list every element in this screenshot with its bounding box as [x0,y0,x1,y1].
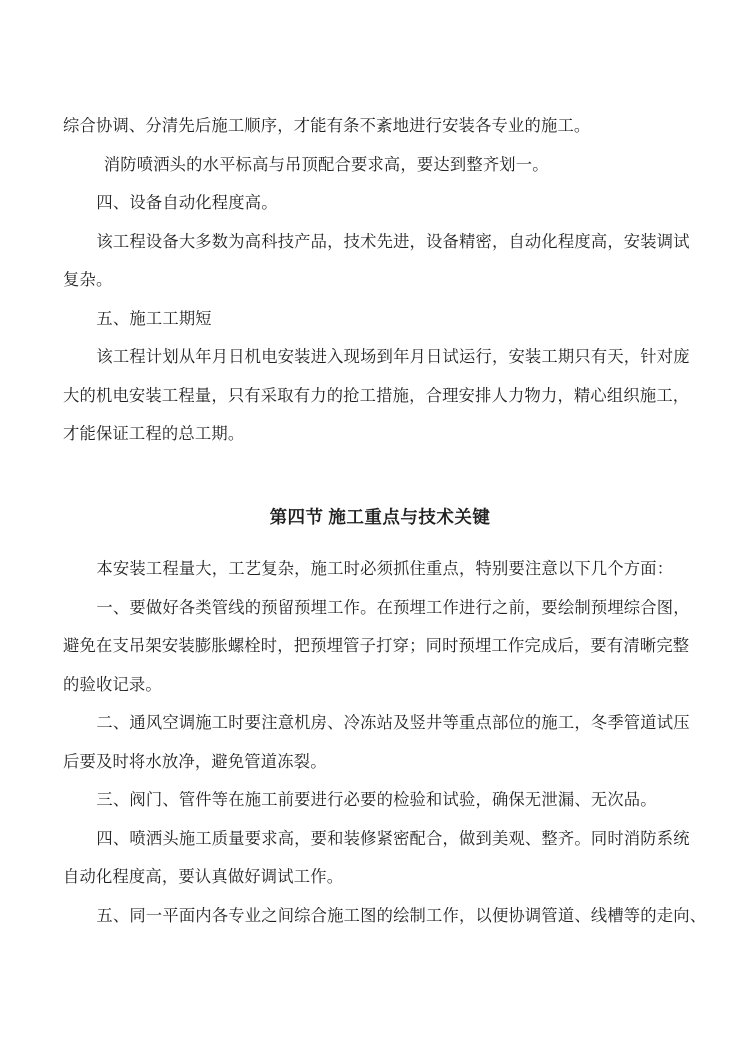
paragraph-line: 复杂。 [63,270,113,289]
paragraph-line: 的验收记录。 [63,674,162,694]
paragraph-line: 后要及时将水放净，避免管道冻裂。 [63,751,327,771]
paragraph-line: 大的机电安装工程量，只有采取有力的抢工措施，合理安排人力物力，精心组织施工， [63,385,690,405]
paragraph-line: 二、通风空调施工时要注意机房、冷冻站及竖井等重点部位的施工，冬季管道试压 [96,713,690,732]
paragraph-line: 该工程计划从年月日机电安装进入现场到年月日试运行，安装工期只有天，针对庞 [96,347,690,366]
document-content [63,107,707,935]
paragraph-line: 四、设备自动化程度高。 [96,193,278,212]
paragraph-line: 避免在支吊架安装膨胀螺栓时，把预埋管子打穿；同时预埋工作完成后，要有清晰完整 [63,636,690,655]
paragraph-line: 五、同一平面内各专业之间综合施工图的绘制工作，以便协调管道、线槽等的走向、 [96,905,707,925]
paragraph-line: 自动化程度高，要认真做好调试工作。 [63,867,344,886]
paragraph-line: 五、施工工期短 [96,308,212,328]
paragraph-line: 三、阀门、管件等在施工前要进行必要的检验和试验，确保无泄漏、无次品。 [96,790,657,809]
paragraph-line: 消防喷洒头的水平标高与吊顶配合要求高，要达到整齐划一。 [103,154,549,174]
paragraph-line: 一、要做好各类管线的预留预埋工作。在预埋工作进行之前，要绘制预埋综合图， [96,597,690,617]
section-heading: 第四节 施工重点与技术关键 [269,506,491,527]
paragraph-line: 综合协调、分清先后施工顺序，才能有条不紊地进行安装各专业的施工。 [63,116,591,135]
paragraph-line: 本安装工程量大，工艺复杂，施工时必须抓住重点，特别要注意以下几个方面： [96,559,674,578]
paragraph-line: 四、喷洒头施工质量要求高，要和装修紧密配合，做到美观、整齐。同时消防系统 [96,828,690,848]
paragraph-line: 该工程设备大多数为高科技产品，技术先进，设备精密，自动化程度高，安装调试 [96,231,690,251]
paragraph-line: 才能保证工程的总工期。 [63,424,245,443]
